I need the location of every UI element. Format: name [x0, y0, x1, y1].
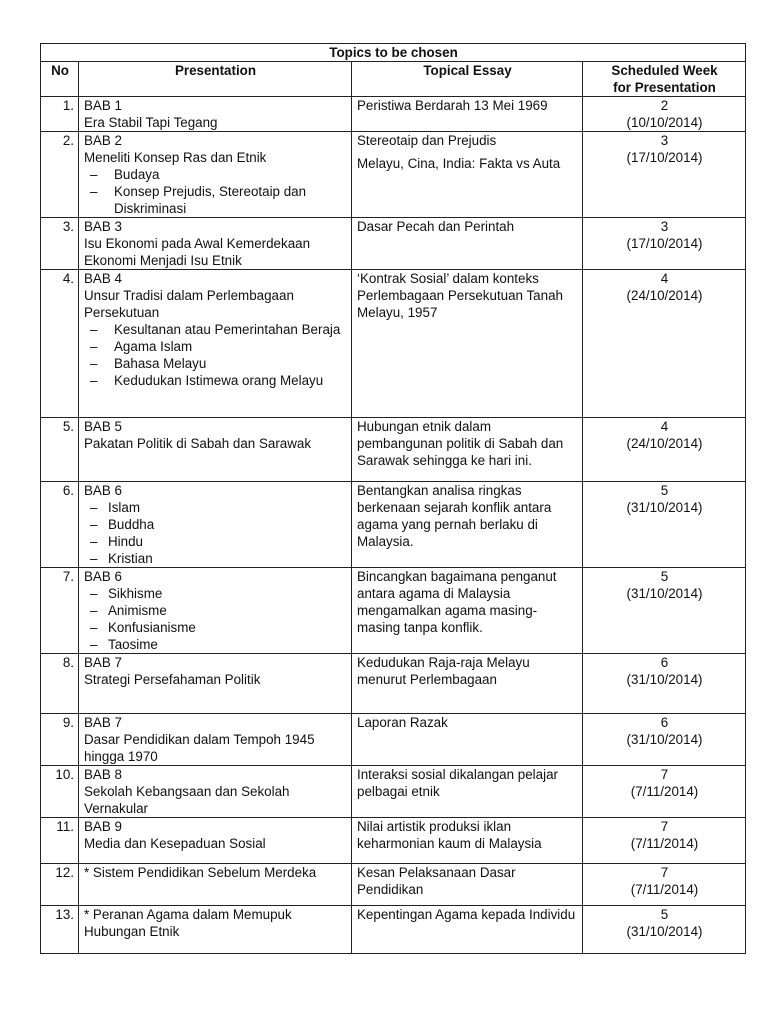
- essay-text: Dasar Pecah dan Perintah: [357, 219, 515, 234]
- subtopic-list: [84, 166, 347, 217]
- header-week-line1: Scheduled Week: [611, 63, 718, 78]
- row-number: 2.: [41, 132, 79, 218]
- essay-text: Peristiwa Berdarah 13 Mei 1969: [357, 98, 548, 113]
- subtopic-item: – Hindu: [84, 533, 347, 550]
- scheduled-week-cell: [583, 906, 746, 954]
- subtopic-item: – Bahasa Melayu: [84, 355, 347, 372]
- presentation-title: Sekolah Kebangsaan dan Sekolah Vernakular: [84, 784, 290, 816]
- presentation-title: Meneliti Konsep Ras dan Etnik: [84, 150, 267, 165]
- week-number: 2: [660, 98, 669, 113]
- row-number: 8.: [41, 654, 79, 714]
- table-row: [41, 818, 746, 864]
- presentation-date: (10/10/2014): [626, 115, 703, 130]
- scheduled-week-cell: [583, 568, 746, 654]
- presentation-date: (7/11/2014): [630, 882, 699, 897]
- table-row: [41, 906, 746, 954]
- subtopic-list: [84, 585, 347, 653]
- week-number: 6: [660, 655, 669, 670]
- header-scheduled-week: [583, 62, 746, 97]
- row-number: 13.: [41, 906, 79, 954]
- essay-text: Hubungan etnik dalam pembangunan politik di Sabah dan Sarawak sehingga ke hari ini.: [357, 419, 564, 468]
- row-number: 7.: [41, 568, 79, 654]
- title-row: [41, 44, 746, 62]
- table-row: [41, 654, 746, 714]
- scheduled-week-cell: [583, 818, 746, 864]
- header-week-line2: for Presentation: [613, 80, 716, 95]
- scheduled-week-cell: [583, 132, 746, 218]
- presentation-date: (31/10/2014): [626, 500, 703, 515]
- scheduled-week-cell: [583, 864, 746, 906]
- presentation-cell: [79, 97, 352, 132]
- table-row: [41, 132, 746, 218]
- scheduled-week-cell: [583, 482, 746, 568]
- chapter-label: BAB 7: [84, 715, 122, 730]
- row-number: 3.: [41, 218, 79, 270]
- topical-essay-cell: [352, 864, 583, 906]
- table-row: [41, 218, 746, 270]
- presentation-cell: [79, 906, 352, 954]
- row-number: 11.: [41, 818, 79, 864]
- presentation-title: Dasar Pendidikan dalam Tempoh 1945 hingga 1970: [84, 732, 315, 764]
- essay-text: Bincangkan bagaimana penganut antara agama di Malaysia mengamalkan agama masing-masing tanpa konflik.: [357, 569, 557, 635]
- week-number: 5: [660, 483, 669, 498]
- row-number: 6.: [41, 482, 79, 568]
- topics-table: [40, 43, 746, 954]
- subtopic-item: – Konfusianisme: [84, 619, 347, 636]
- header-presentation: Presentation: [79, 62, 352, 97]
- subtopic-item: – Buddha: [84, 516, 347, 533]
- presentation-title: Isu Ekonomi pada Awal Kemerdekaan Ekonomi Menjadi Isu Etnik: [84, 236, 311, 268]
- subtopic-item: – Budaya: [84, 166, 347, 183]
- table-row: [41, 714, 746, 766]
- scheduled-week-cell: [583, 766, 746, 818]
- header-no: No: [41, 62, 79, 97]
- scheduled-week-cell: [583, 654, 746, 714]
- week-number: 4: [660, 271, 669, 286]
- topical-essay-cell: [352, 654, 583, 714]
- presentation-date: (24/10/2014): [626, 288, 703, 303]
- presentation-date: (24/10/2014): [626, 436, 703, 451]
- table-row: [41, 270, 746, 418]
- week-number: 3: [660, 219, 669, 234]
- topical-essay-cell: [352, 482, 583, 568]
- presentation-date: (7/11/2014): [630, 836, 699, 851]
- essay-text: Kepentingan Agama kepada Individu: [357, 907, 576, 922]
- chapter-label: BAB 8: [84, 767, 122, 782]
- topical-essay-cell: [352, 906, 583, 954]
- topical-essay-cell: [352, 714, 583, 766]
- subtopic-item: – Kedudukan Istimewa orang Melayu: [84, 372, 347, 389]
- chapter-label: BAB 6: [84, 483, 122, 498]
- week-number: 7: [660, 767, 669, 782]
- row-number: 1.: [41, 97, 79, 132]
- topical-essay-cell: [352, 132, 583, 218]
- header-row: [41, 62, 746, 97]
- week-number: 6: [660, 715, 669, 730]
- subtopic-item: – Islam: [84, 499, 347, 516]
- chapter-label: BAB 1: [84, 98, 122, 113]
- presentation-date: (17/10/2014): [626, 150, 703, 165]
- presentation-date: (31/10/2014): [626, 586, 703, 601]
- topical-essay-cell: [352, 218, 583, 270]
- presentation-cell: [79, 818, 352, 864]
- scheduled-week-cell: [583, 714, 746, 766]
- chapter-label: BAB 4: [84, 271, 122, 286]
- presentation-title: * Peranan Agama dalam Memupuk Hubungan Etnik: [84, 907, 292, 939]
- subtopic-list: [84, 321, 347, 389]
- row-number: 4.: [41, 270, 79, 418]
- header-topical-essay: Topical Essay: [352, 62, 583, 97]
- table-row: [41, 864, 746, 906]
- presentation-cell: [79, 654, 352, 714]
- presentation-cell: [79, 218, 352, 270]
- row-number: 12.: [41, 864, 79, 906]
- presentation-cell: [79, 270, 352, 418]
- table-row: [41, 482, 746, 568]
- presentation-cell: [79, 714, 352, 766]
- essay-text-secondary: Melayu, Cina, India: Fakta vs Auta: [357, 156, 561, 171]
- subtopic-list: [84, 499, 347, 567]
- scheduled-week-cell: [583, 418, 746, 482]
- presentation-date: (31/10/2014): [626, 672, 703, 687]
- week-number: 7: [660, 819, 669, 834]
- row-number: 9.: [41, 714, 79, 766]
- chapter-label: BAB 7: [84, 655, 122, 670]
- presentation-cell: [79, 864, 352, 906]
- essay-text: Stereotaip dan Prejudis: [357, 133, 497, 148]
- presentation-title: Unsur Tradisi dalam Perlembagaan Persekutuan: [84, 288, 294, 320]
- essay-text: Laporan Razak: [357, 715, 448, 730]
- subtopic-item: – Konsep Prejudis, Stereotaip dan Diskriminasi: [84, 183, 347, 217]
- presentation-cell: [79, 482, 352, 568]
- presentation-cell: [79, 766, 352, 818]
- presentation-title: Media dan Kesepaduan Sosial: [84, 836, 266, 851]
- scheduled-week-cell: [583, 218, 746, 270]
- topical-essay-cell: [352, 568, 583, 654]
- topical-essay-cell: [352, 818, 583, 864]
- subtopic-item: – Animisme: [84, 602, 347, 619]
- week-number: 3: [660, 133, 669, 148]
- week-number: 7: [660, 865, 669, 880]
- scheduled-week-cell: [583, 97, 746, 132]
- chapter-label: BAB 9: [84, 819, 122, 834]
- chapter-label: BAB 6: [84, 569, 122, 584]
- chapter-label: BAB 2: [84, 133, 122, 148]
- chapter-label: BAB 5: [84, 419, 122, 434]
- essay-text: ‘Kontrak Sosial’ dalam konteks Perlembagaan Persekutuan Tanah Melayu, 1957: [357, 271, 563, 320]
- topical-essay-cell: [352, 270, 583, 418]
- presentation-date: (7/11/2014): [630, 784, 699, 799]
- presentation-title: Era Stabil Tapi Tegang: [84, 115, 218, 130]
- table-row: [41, 766, 746, 818]
- presentation-cell: [79, 418, 352, 482]
- presentation-date: (17/10/2014): [626, 236, 703, 251]
- presentation-cell: [79, 132, 352, 218]
- essay-text: Kedudukan Raja-raja Melayu menurut Perlembagaan: [357, 655, 530, 687]
- presentation-title: Strategi Persefahaman Politik: [84, 672, 261, 687]
- row-number: 10.: [41, 766, 79, 818]
- subtopic-item: – Sikhisme: [84, 585, 347, 602]
- presentation-title: * Sistem Pendidikan Sebelum Merdeka: [84, 865, 317, 880]
- topical-essay-cell: [352, 766, 583, 818]
- presentation-title: Pakatan Politik di Sabah dan Sarawak: [84, 436, 312, 451]
- essay-text: Nilai artistik produksi iklan keharmonian kaum di Malaysia: [357, 819, 542, 851]
- week-number: 5: [660, 907, 669, 922]
- subtopic-item: – Agama Islam: [84, 338, 347, 355]
- subtopic-item: – Taosime: [84, 636, 347, 653]
- scheduled-week-cell: [583, 270, 746, 418]
- topical-essay-cell: [352, 97, 583, 132]
- presentation-date: (31/10/2014): [626, 924, 703, 939]
- table-row: [41, 97, 746, 132]
- row-number: 5.: [41, 418, 79, 482]
- chapter-label: BAB 3: [84, 219, 122, 234]
- essay-text: Bentangkan analisa ringkas berkenaan sejarah konflik antara agama yang pernah berlaku di Malaysia.: [357, 483, 552, 549]
- presentation-date: (31/10/2014): [626, 732, 703, 747]
- table-row: [41, 568, 746, 654]
- presentation-cell: [79, 568, 352, 654]
- essay-text: Interaksi sosial dikalangan pelajar pelbagai etnik: [357, 767, 558, 799]
- table-title: Topics to be chosen: [41, 44, 746, 62]
- week-number: 5: [660, 569, 669, 584]
- subtopic-item: – Kesultanan atau Pemerintahan Beraja: [84, 321, 347, 338]
- topical-essay-cell: [352, 418, 583, 482]
- subtopic-item: – Kristian: [84, 550, 347, 567]
- essay-text: Kesan Pelaksanaan Dasar Pendidikan: [357, 865, 516, 897]
- table-row: [41, 418, 746, 482]
- week-number: 4: [660, 419, 669, 434]
